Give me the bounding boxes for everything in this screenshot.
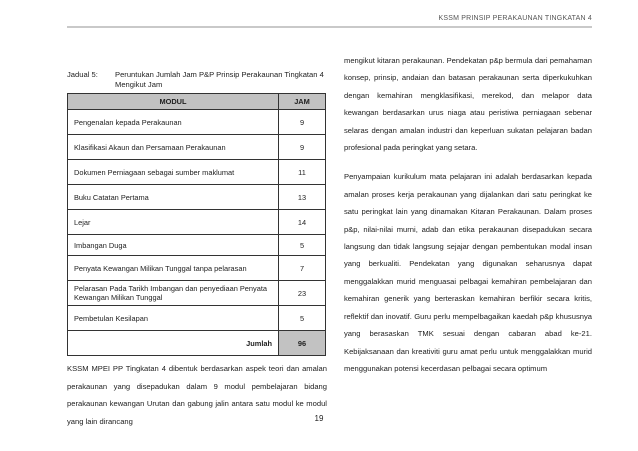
hours-cell: 9 <box>279 110 326 135</box>
hours-cell: 13 <box>279 185 326 210</box>
hours-cell: 9 <box>279 135 326 160</box>
module-cell: Pembetulan Kesilapan <box>68 306 279 331</box>
table-caption-label: Jadual 5: <box>67 70 98 79</box>
module-cell: Dokumen Perniagaan sebagai sumber maklumat <box>68 160 279 185</box>
module-hours-table <box>67 93 326 356</box>
right-column <box>344 52 592 377</box>
total-hours: 96 <box>279 331 326 356</box>
hours-cell: 14 <box>279 210 326 235</box>
header-rule <box>67 26 592 28</box>
table-caption <box>67 70 327 90</box>
table-row <box>68 256 326 281</box>
right-paragraph-1: mengikut kitaran perakaunan. Pendekatan p&p bermula dari pemahaman konsep, prinsip, andaian dan batasan perakaunan serta diperkukuhkan dengan kemahiran mengklasifikasi, merekod, dan melapor data kewangan berdasarkan urus niaga atau peristiwa perniagaan sebenar selaras dengan amalan industri dan keperluan sukatan pelajaran badan profesional pada peringkat yang setara. <box>344 56 592 153</box>
table-header-row <box>68 94 326 110</box>
hours-cell: 5 <box>279 235 326 256</box>
module-cell: Imbangan Duga <box>68 235 279 256</box>
module-cell: Penyata Kewangan Milikan Tunggal tanpa pelarasan <box>68 256 279 281</box>
header-hours: JAM <box>279 94 326 110</box>
hours-cell: 7 <box>279 256 326 281</box>
table-row <box>68 135 326 160</box>
module-cell: Pelarasan Pada Tarikh Imbangan dan penyediaan Penyata Kewangan Milikan Tunggal <box>68 281 279 306</box>
left-column <box>67 70 327 430</box>
right-paragraph-2: Penyampaian kurikulum mata pelajaran ini adalah berdasarkan kepada amalan proses kerja perakaunan yang dijalankan dari satu peringkat ke satu peringkat lain yang dinamakan Kitaran Perakaunan. Dalam proses p&p, nilai-nilai murni, adab dan etika perakaunan disepadukan secara langsung dan tidak langsung sejajar dengan pembentukan modal insan yang berkualiti. Pendekatan yang digunakan seharusnya dapat menggalakkan murid menguasai pelbagai kemahiran pembelajaran dan kemahiran generik yang berteraskan kemahiran berfikir secara kritis, reflektif dan inovatif. Guru perlu mempelbagaikan kaedah p&p khususnya yang berasaskan TMK sesuai dengan cabaran abad ke-21. Kebijaksanaan dan kreativiti guru amat perlu untuk menggalakkan murid menggunakan potensi kecerdasan pelbagai secara optimum <box>344 172 592 373</box>
table-row <box>68 306 326 331</box>
module-cell: Buku Catatan Pertama <box>68 185 279 210</box>
total-label: Jumlah <box>68 331 279 356</box>
table-total-row <box>68 331 326 356</box>
module-cell: Klasifikasi Akaun dan Persamaan Perakaunan <box>68 135 279 160</box>
table-row <box>68 235 326 256</box>
table-row <box>68 110 326 135</box>
hours-cell: 5 <box>279 306 326 331</box>
hours-cell: 11 <box>279 160 326 185</box>
table-row <box>68 281 326 306</box>
left-paragraph: KSSM MPEI PP Tingkatan 4 dibentuk berdasarkan aspek teori dan amalan perakaunan yang disepadukan dalam 9 modul pembelajaran bidang perakaunan kewangan Urutan dan gabung jalin antara satu modul ke modul yang lain dirancang <box>67 364 327 426</box>
module-cell: Pengenalan kepada Perakaunan <box>68 110 279 135</box>
table-row <box>68 210 326 235</box>
module-cell: Lejar <box>68 210 279 235</box>
header-title: KSSM PRINSIP PERAKAUNAN TINGKATAN 4 <box>438 15 592 22</box>
hours-cell: 23 <box>279 281 326 306</box>
table-row <box>68 160 326 185</box>
table-caption-text: Peruntukan Jumlah Jam P&P Prinsip Perakaunan Tingkatan 4 Mengikut Jam <box>115 70 324 89</box>
page-number: 19 <box>314 414 324 423</box>
header-module: MODUL <box>68 94 279 110</box>
table-row <box>68 185 326 210</box>
